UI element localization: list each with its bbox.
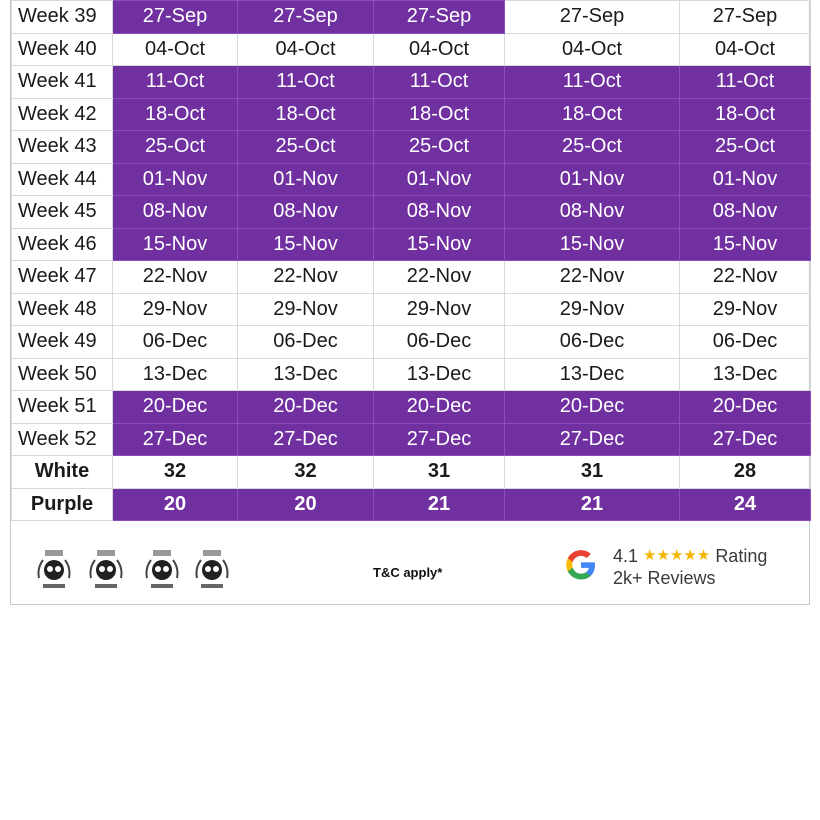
date-cell: 06-Dec [374, 326, 505, 359]
travellers-choice-award-icon [87, 548, 125, 590]
week-label: Week 46 [12, 228, 113, 261]
table-row [12, 228, 811, 261]
week-label: Week 45 [12, 196, 113, 229]
rating-value: 4.1 [613, 546, 639, 566]
date-cell: 27-Sep [505, 1, 680, 34]
total-cell: 31 [505, 456, 680, 489]
date-cell: 22-Nov [113, 261, 238, 294]
date-cell: 25-Oct [113, 131, 238, 164]
date-cell: 27-Sep [113, 1, 238, 34]
week-label: Week 42 [12, 98, 113, 131]
travellers-choice-award-icon [143, 548, 181, 590]
date-cell: 18-Oct [680, 98, 811, 131]
date-cell: 11-Oct [680, 66, 811, 99]
date-cell: 11-Oct [505, 66, 680, 99]
table-row [12, 33, 811, 66]
date-cell: 08-Nov [238, 196, 374, 229]
date-cell: 20-Dec [505, 391, 680, 424]
rating-label: Rating [715, 546, 768, 566]
week-label: Week 40 [12, 33, 113, 66]
date-cell: 13-Dec [113, 358, 238, 391]
table-row [12, 66, 811, 99]
date-cell: 18-Oct [505, 98, 680, 131]
date-cell: 01-Nov [505, 163, 680, 196]
date-cell: 06-Dec [680, 326, 811, 359]
date-cell: 29-Nov [680, 293, 811, 326]
table-row [12, 326, 811, 359]
date-cell: 04-Oct [238, 33, 374, 66]
date-cell: 08-Nov [505, 196, 680, 229]
date-cell: 27-Dec [680, 423, 811, 456]
date-cell: 06-Dec [505, 326, 680, 359]
date-cell: 08-Nov [680, 196, 811, 229]
date-cell: 27-Dec [374, 423, 505, 456]
week-label: Week 52 [12, 423, 113, 456]
date-cell: 15-Nov [238, 228, 374, 261]
google-rating [613, 546, 767, 567]
terms-and-conditions-text: T&C apply* [373, 565, 443, 580]
date-cell: 04-Oct [374, 33, 505, 66]
date-cell: 22-Nov [374, 261, 505, 294]
date-cell: 01-Nov [374, 163, 505, 196]
google-g-icon [564, 548, 598, 582]
week-label: Week 51 [12, 391, 113, 424]
total-cell: 32 [113, 456, 238, 489]
date-cell: 06-Dec [238, 326, 374, 359]
date-cell: 27-Sep [238, 1, 374, 34]
date-cell: 22-Nov [238, 261, 374, 294]
date-cell: 25-Oct [238, 131, 374, 164]
date-cell: 11-Oct [374, 66, 505, 99]
week-label: Week 44 [12, 163, 113, 196]
total-cell: 20 [113, 488, 238, 521]
date-cell: 18-Oct [238, 98, 374, 131]
week-label: Week 43 [12, 131, 113, 164]
date-cell: 29-Nov [505, 293, 680, 326]
week-label: Week 50 [12, 358, 113, 391]
total-label: White [12, 456, 113, 489]
total-cell: 32 [238, 456, 374, 489]
date-cell: 04-Oct [113, 33, 238, 66]
table-row [12, 293, 811, 326]
date-cell: 15-Nov [680, 228, 811, 261]
date-cell: 20-Dec [113, 391, 238, 424]
total-cell: 24 [680, 488, 811, 521]
week-label: Week 41 [12, 66, 113, 99]
date-cell: 18-Oct [113, 98, 238, 131]
total-cell: 21 [374, 488, 505, 521]
date-cell: 29-Nov [238, 293, 374, 326]
date-cell: 22-Nov [680, 261, 811, 294]
date-cell: 11-Oct [113, 66, 238, 99]
date-cell: 27-Dec [113, 423, 238, 456]
date-cell: 04-Oct [680, 33, 811, 66]
date-cell: 08-Nov [113, 196, 238, 229]
star-rating-icon: ★★★★★ [643, 547, 711, 564]
date-cell: 22-Nov [505, 261, 680, 294]
total-cell: 21 [505, 488, 680, 521]
total-row [12, 488, 811, 521]
date-cell: 27-Dec [238, 423, 374, 456]
total-label: Purple [12, 488, 113, 521]
footer-bar [11, 521, 810, 605]
date-cell: 25-Oct [374, 131, 505, 164]
reviews-count: 2k+ Reviews [613, 568, 716, 588]
travellers-choice-award-icon [193, 548, 231, 590]
date-cell: 29-Nov [113, 293, 238, 326]
week-label: Week 47 [12, 261, 113, 294]
total-cell: 31 [374, 456, 505, 489]
date-cell: 01-Nov [113, 163, 238, 196]
date-cell: 13-Dec [680, 358, 811, 391]
date-cell: 15-Nov [374, 228, 505, 261]
date-cell: 20-Dec [680, 391, 811, 424]
travellers-choice-award-icon [35, 548, 73, 590]
date-cell: 25-Oct [505, 131, 680, 164]
date-cell: 27-Sep [680, 1, 811, 34]
date-cell: 01-Nov [680, 163, 811, 196]
date-cell: 15-Nov [113, 228, 238, 261]
date-cell: 15-Nov [505, 228, 680, 261]
week-label: Week 39 [12, 1, 113, 34]
date-cell: 13-Dec [505, 358, 680, 391]
date-cell: 20-Dec [238, 391, 374, 424]
table-row [12, 261, 811, 294]
schedule-body [12, 1, 811, 521]
date-cell: 25-Oct [680, 131, 811, 164]
week-label: Week 48 [12, 293, 113, 326]
week-schedule-table [11, 0, 811, 521]
date-cell: 27-Sep [374, 1, 505, 34]
date-cell: 27-Dec [505, 423, 680, 456]
total-row [12, 456, 811, 489]
date-cell: 06-Dec [113, 326, 238, 359]
table-row [12, 1, 811, 34]
date-cell: 11-Oct [238, 66, 374, 99]
date-cell: 13-Dec [238, 358, 374, 391]
date-cell: 08-Nov [374, 196, 505, 229]
date-cell: 18-Oct [374, 98, 505, 131]
table-row [12, 423, 811, 456]
table-row [12, 131, 811, 164]
week-label: Week 49 [12, 326, 113, 359]
schedule-card [10, 0, 810, 605]
date-cell: 04-Oct [505, 33, 680, 66]
table-row [12, 98, 811, 131]
total-cell: 20 [238, 488, 374, 521]
table-row [12, 196, 811, 229]
table-row [12, 358, 811, 391]
total-cell: 28 [680, 456, 811, 489]
date-cell: 13-Dec [374, 358, 505, 391]
date-cell: 01-Nov [238, 163, 374, 196]
date-cell: 29-Nov [374, 293, 505, 326]
table-row [12, 163, 811, 196]
table-row [12, 391, 811, 424]
date-cell: 20-Dec [374, 391, 505, 424]
